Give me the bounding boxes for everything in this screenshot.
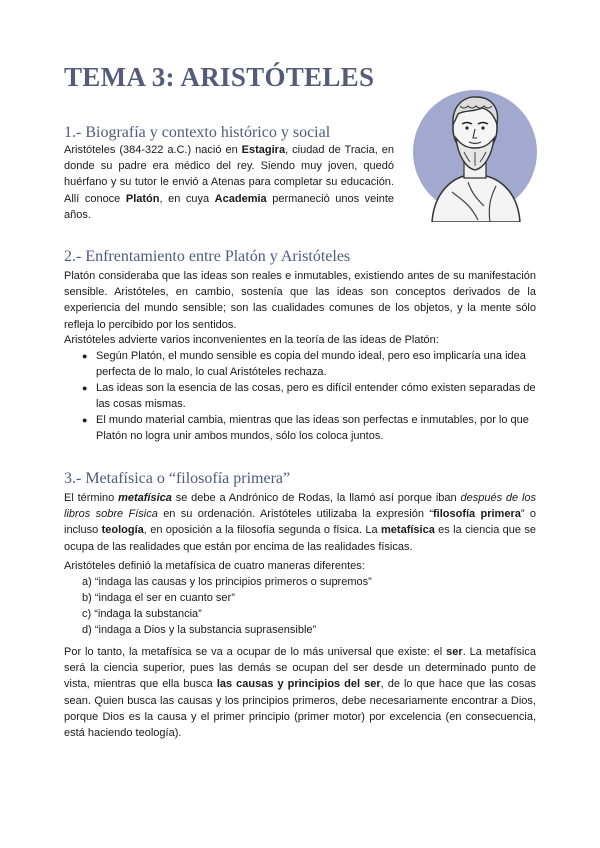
bullet-marker: ● (82, 415, 88, 425)
list-item: a) “indaga las causas y los principios primeros o supremos” (82, 576, 372, 588)
list-item: Las ideas son la esencia de las cosas, pero es difícil entender cómo existen separadas de las cosas mismas. (96, 382, 536, 411)
section-2-heading: 2.- Enfrentamiento entre Platón y Aristóteles (64, 248, 351, 265)
list-item: c) “indaga la substancia” (82, 608, 202, 620)
bullet-marker: ● (82, 383, 88, 393)
list-item: El mundo material cambia, mientras que las ideas son perfectas e inmutables, por lo que Platón no logra unir ambos mundos, sólo los coloca juntos. (96, 414, 529, 443)
section-3-paragraph-2: Aristóteles definió la metafísica de cuatro maneras diferentes: (64, 560, 365, 572)
section-2-paragraph-1: Platón consideraba que las ideas son reales e inmutables, existiendo antes de su manifestación sensible. Aristóteles, en cambio, sostenía que las ideas son conceptos derivados de la experiencia del mundo sensible; son las cualidades comunes de los objetos, y la mente sólo refleja lo percibido por los sentidos. (64, 270, 536, 331)
section-1-paragraph: Aristóteles (384-322 a.C.) nació en Estagira, ciudad de Tracia, en donde su padre era médico del rey. Siendo muy joven, quedó huérfano y su tutor le envió a Atenas para completar su educación. Allí conoce Platón, en cuya Academia permaneció unos veinte años. (64, 144, 394, 221)
page-title: TEMA 3: ARISTÓTELES (64, 62, 375, 92)
section-1-heading: 1.- Biografía y contexto histórico y social (64, 124, 331, 141)
section-3-paragraph-1: El término metafísica se debe a Andrónico de Rodas, la llamó así porque iban después de los libros sobre Física en su ordenación. Aristóteles utilizaba la expresión “filosofía primera” o incluso teología, en oposición a la filosofía segunda o física. La metafísica es la ciencia que se ocupa de las realidades que están por encima de las realidades físicas. (64, 492, 537, 553)
aristotle-bust-portrait (412, 82, 538, 222)
section-2-paragraph-2: Aristóteles advierte varios inconvenientes en la teoría de las ideas de Platón: (64, 334, 439, 346)
list-item: d) “indaga a Dios y la substancia suprasensible” (82, 624, 317, 636)
section-3-heading: 3.- Metafísica o “filosofía primera” (64, 470, 291, 487)
list-item: Según Platón, el mundo sensible es copia del mundo ideal, pero eso implicaría una idea perfecta de lo malo, lo cual Aristóteles rechaza. (96, 350, 526, 379)
list-item: b) “indaga el ser en cuanto ser” (82, 592, 235, 604)
section-3-paragraph-3: Por lo tanto, la metafísica se va a ocupar de lo más universal que existe: el ser. La metafísica será la ciencia superior, pues las demás se ocupan del ser desde un determinado punto de vista, mientras que ella busca las causas y principios del ser, de lo que hace que las cosas sean. Quien busca las causas y los principios primeros, debe necesariamente encontrar a Dios, porque Dios es la causa y el primer principio (primer motor) por excelencia (en consecuencia, está haciendo teología). (64, 646, 537, 740)
bullet-marker: ● (82, 351, 88, 361)
